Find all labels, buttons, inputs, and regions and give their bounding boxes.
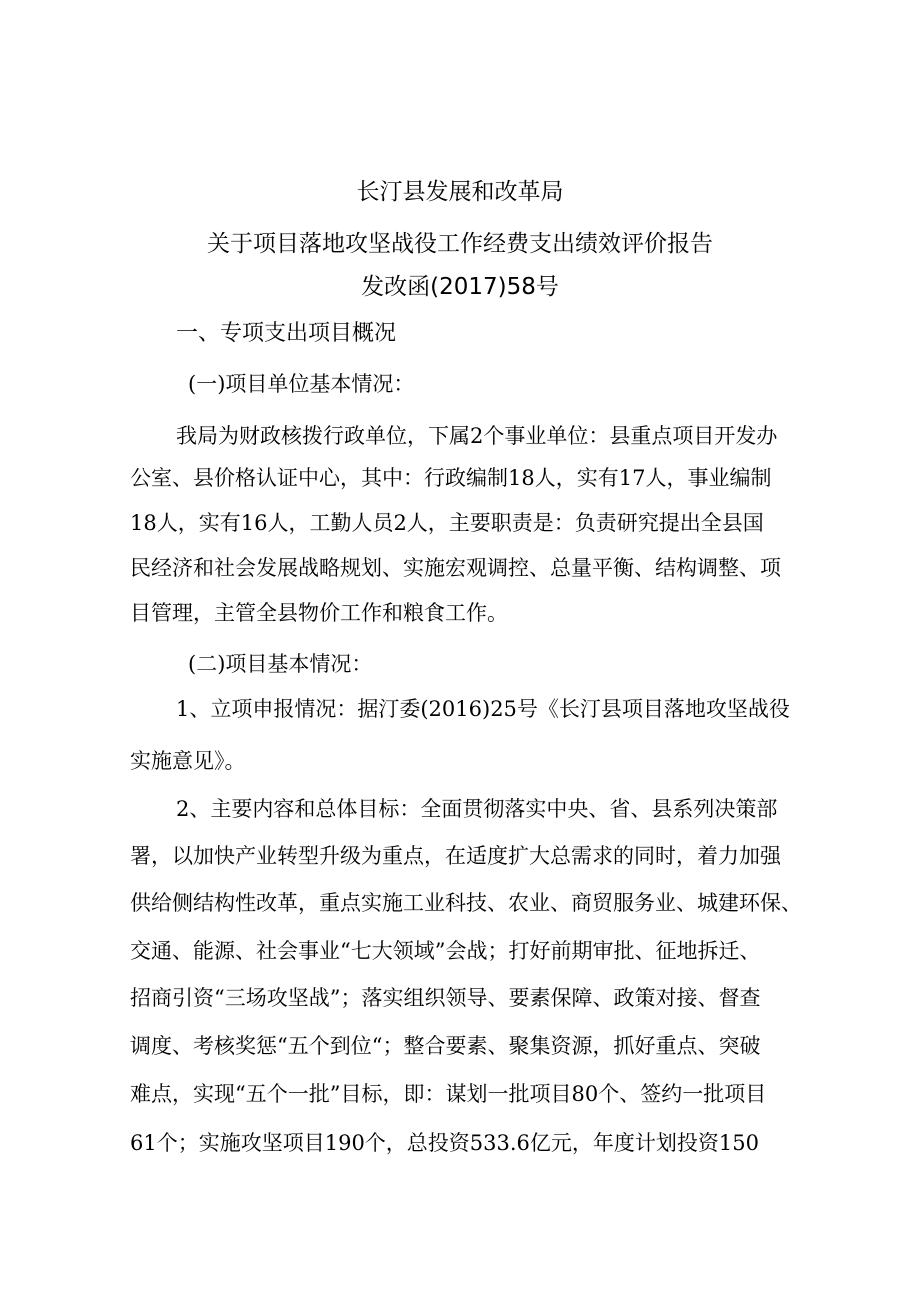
title-organization: 长汀县发展和改革局 <box>356 179 564 205</box>
paragraph-line: 公室、县价格认证中心，其中：行政编制18人，实有17人，事业编制 <box>130 466 772 490</box>
item-line: 调度、考核奖惩“五个到位“；整合要素、聚集资源，抓好重点、突破 <box>130 1034 761 1058</box>
paragraph-line: 民经济和社会发展战略规划、实施宏观调控、总量平衡、结构调整、项 <box>130 556 781 580</box>
paragraph-line: 18人，实有16人，工勤人员2人，主要职责是：负责研究提出全县国 <box>130 511 764 535</box>
item-line: 2、主要内容和总体目标：全面贯彻落实中央、省、县系列决策部 <box>176 797 778 821</box>
item-line: 实施意见》。 <box>130 749 246 773</box>
item-line: 难点，实现“五个一批”目标，即：谋划一批项目80个、签约一批项目 <box>130 1082 767 1106</box>
subsection-heading-unit: (一)项目单位基本情况： <box>188 372 415 396</box>
item-line: 交通、能源、社会事业“七大领域”会战；打好前期审批、征地拆迁、 <box>130 939 761 963</box>
title-report: 关于项目落地攻坚战役工作经费支出绩效评价报告 <box>207 231 713 257</box>
item-line: 1、立项申报情况：据汀委(2016)25号《长汀县项目落地攻坚战役 <box>176 697 790 721</box>
paragraph-line: 我局为财政核拨行政单位，下属2个事业单位：县重点项目开发办 <box>176 424 778 448</box>
item-line: 供给侧结构性改革，重点实施工业科技、农业、商贸服务业、城建环保、 <box>130 891 802 915</box>
item-line: 招商引资“三场攻坚战”；落实组织领导、要素保障、政策对接、督查 <box>130 986 761 1010</box>
section-heading-overview: 一、专项支出项目概况 <box>176 321 397 346</box>
subsection-heading-project: (二)项目基本情况： <box>188 652 373 676</box>
item-line: 61个；实施攻坚项目190个，总投资533.6亿元，年度计划投资150 <box>130 1131 760 1155</box>
item-line: 署，以加快产业转型升级为重点，在适度扩大总需求的同时，着力加强 <box>130 844 781 868</box>
paragraph-line: 目管理，主管全县物价工作和粮食工作。 <box>130 601 508 625</box>
document-number: 发改函(2017)58号 <box>361 274 559 300</box>
